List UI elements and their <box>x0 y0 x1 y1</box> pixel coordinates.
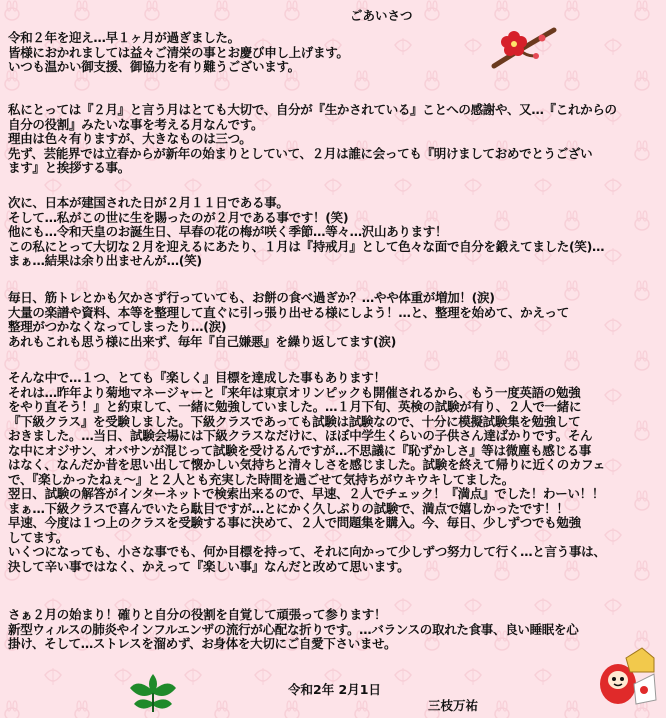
text-line: 決して辛い事ではなく、かえって『楽しい事』なんだと改めて思います。 <box>8 558 410 574</box>
signature: 三枝万祐 <box>428 698 479 713</box>
paragraph-opening <box>8 31 658 75</box>
text-line: 次に、日本が建国された日が２月１１日である事。 <box>8 195 289 210</box>
text-line: 大量の楽譜や資料、本等を整理して直ぐに引っ張り出せる様にしよう！…と、整理を始めて、かえって <box>8 304 569 320</box>
text-line: まぁ…結果は余り出ませんが…(笑) <box>8 253 202 268</box>
daruma-icon <box>596 644 658 708</box>
text-line: おきました。…当日、試験会場には下級クラスなだけに、ほぼ中学生くらいの子供さん達ばかりです。そん <box>8 428 593 443</box>
plum-branch-icon <box>490 22 558 72</box>
text-line: 自分の役割』みたいな事を考える月なんです。 <box>8 116 264 132</box>
text-line: 『下級クラス』を受験しました。下級クラスであっても試験は試験なので、十分に模擬試験集を勉強して <box>8 413 581 429</box>
text-line: 新型ウィルスの肺炎やインフルエンザの流行が心配な折りです。…バランスの取れた食事、良い睡眠を心 <box>8 621 579 637</box>
paragraph-english-exam <box>8 371 658 574</box>
text-line: 翌日、試験の解答がインターネットで検索出来るので、早速、２人でチェック！『満点』でした！わーい！！ <box>8 486 605 501</box>
letter-date: 令和2年 2月1日 <box>288 682 381 697</box>
leaf-sprig-icon <box>128 668 178 714</box>
text-line: この私にとって大切な２月を迎えるにあたり、１月は『持戒月』として色々な面で自分を鍛えてました(笑)… <box>8 238 605 254</box>
text-line: 皆様におかれましては益々ご清栄の事とお慶び申し上げます。 <box>8 44 349 60</box>
paragraph-daily <box>8 291 658 349</box>
paragraph-closing <box>8 608 658 652</box>
text-line: 理由は色々有りますが、大きなものは三つ。 <box>8 131 252 146</box>
text-line: をやり直そう！』と約束して、一緒に勉強していました。…１月下旬、英検の試験が有り、２人で一緒に <box>8 399 582 414</box>
text-line: いくつになっても、小さな事でも、何か目標を持って、それに向かって少しずつ努力して行く…と言う事は、 <box>8 544 606 559</box>
text-line: 先ず、芸能界では立春からが新年の始まりとしていて、２月は誰に会っても『明けましておめでとうござい <box>8 145 593 161</box>
text-line: そんな中で…１つ、とても『楽しく』目標を達成した事もあります！ <box>8 370 386 385</box>
text-line: 早速、今度は１つ上のクラスを受験する事に決めて、２人で問題集を購入。今、毎日、少しずつでも勉強 <box>8 515 581 530</box>
text-line: そして…私がこの世に生を賜ったのが２月である事です！(笑) <box>8 209 349 225</box>
text-line: ます』と挨拶する事。 <box>8 160 131 175</box>
text-line: 他にも…令和天皇のお誕生日、早春の花の梅が咲く季節…等々…沢山あります！ <box>8 224 448 239</box>
paragraph-reasons <box>8 196 658 269</box>
text-line: まぁ…下級クラスで喜んでいたら駄目ですが…とにかく久しぶりの試験で、満点で嬉しかったです！！ <box>8 500 569 516</box>
text-line: 私にとっては『２月』と言う月はとても大切で、自分が『生かされている』ことへの感謝や、又…『これからの <box>8 102 617 117</box>
text-line: 整理がつかなくなってしまったり…(涙) <box>8 319 227 334</box>
text-line: さぁ２月の始まり！確りと自分の役割を自覚して頑張って参ります！ <box>8 607 387 622</box>
paragraph-february <box>8 103 658 176</box>
text-line: それは…昨年より菊地マネージャーと『来年は東京オリンピックも開催されるから、もう一度英語の勉強 <box>8 384 581 400</box>
text-line: 毎日、筋トレとかも欠かさず行っていても、お餅の食べ過ぎか？…やや体重が増加！(涙) <box>8 290 495 305</box>
text-line: な中にオジサン、オバサンが混じって試験を受けるんですが…不思議に『恥ずかしさ』等は微塵も感じる事 <box>8 442 592 458</box>
text-line: してます。 <box>8 529 69 545</box>
letter-title: ごあいさつ <box>350 8 413 23</box>
text-line: いつも温かい御支援、御協力を有り難うございます。 <box>8 59 300 74</box>
text-line: はなく、なんだか昔を思い出して懐かしい気持ちと清々しさを感じました。試験を終えて帰りに近くのカフェ <box>8 457 605 472</box>
text-line: 令和２年を迎え…早１ヶ月が過ぎました。 <box>8 30 240 45</box>
text-line: あれもこれも思う様に出来ず、毎年『自己嫌悪』を繰り返してます(涙) <box>8 333 397 349</box>
text-line: 掛け、そして…ストレスを溜めず、お身体を大切にご自愛下さいませ。 <box>8 636 397 651</box>
text-line: で、『楽しかったねぇ～』と２人とも充実した時間を過ごせて気持ちがウキウキしてました。 <box>8 471 514 487</box>
